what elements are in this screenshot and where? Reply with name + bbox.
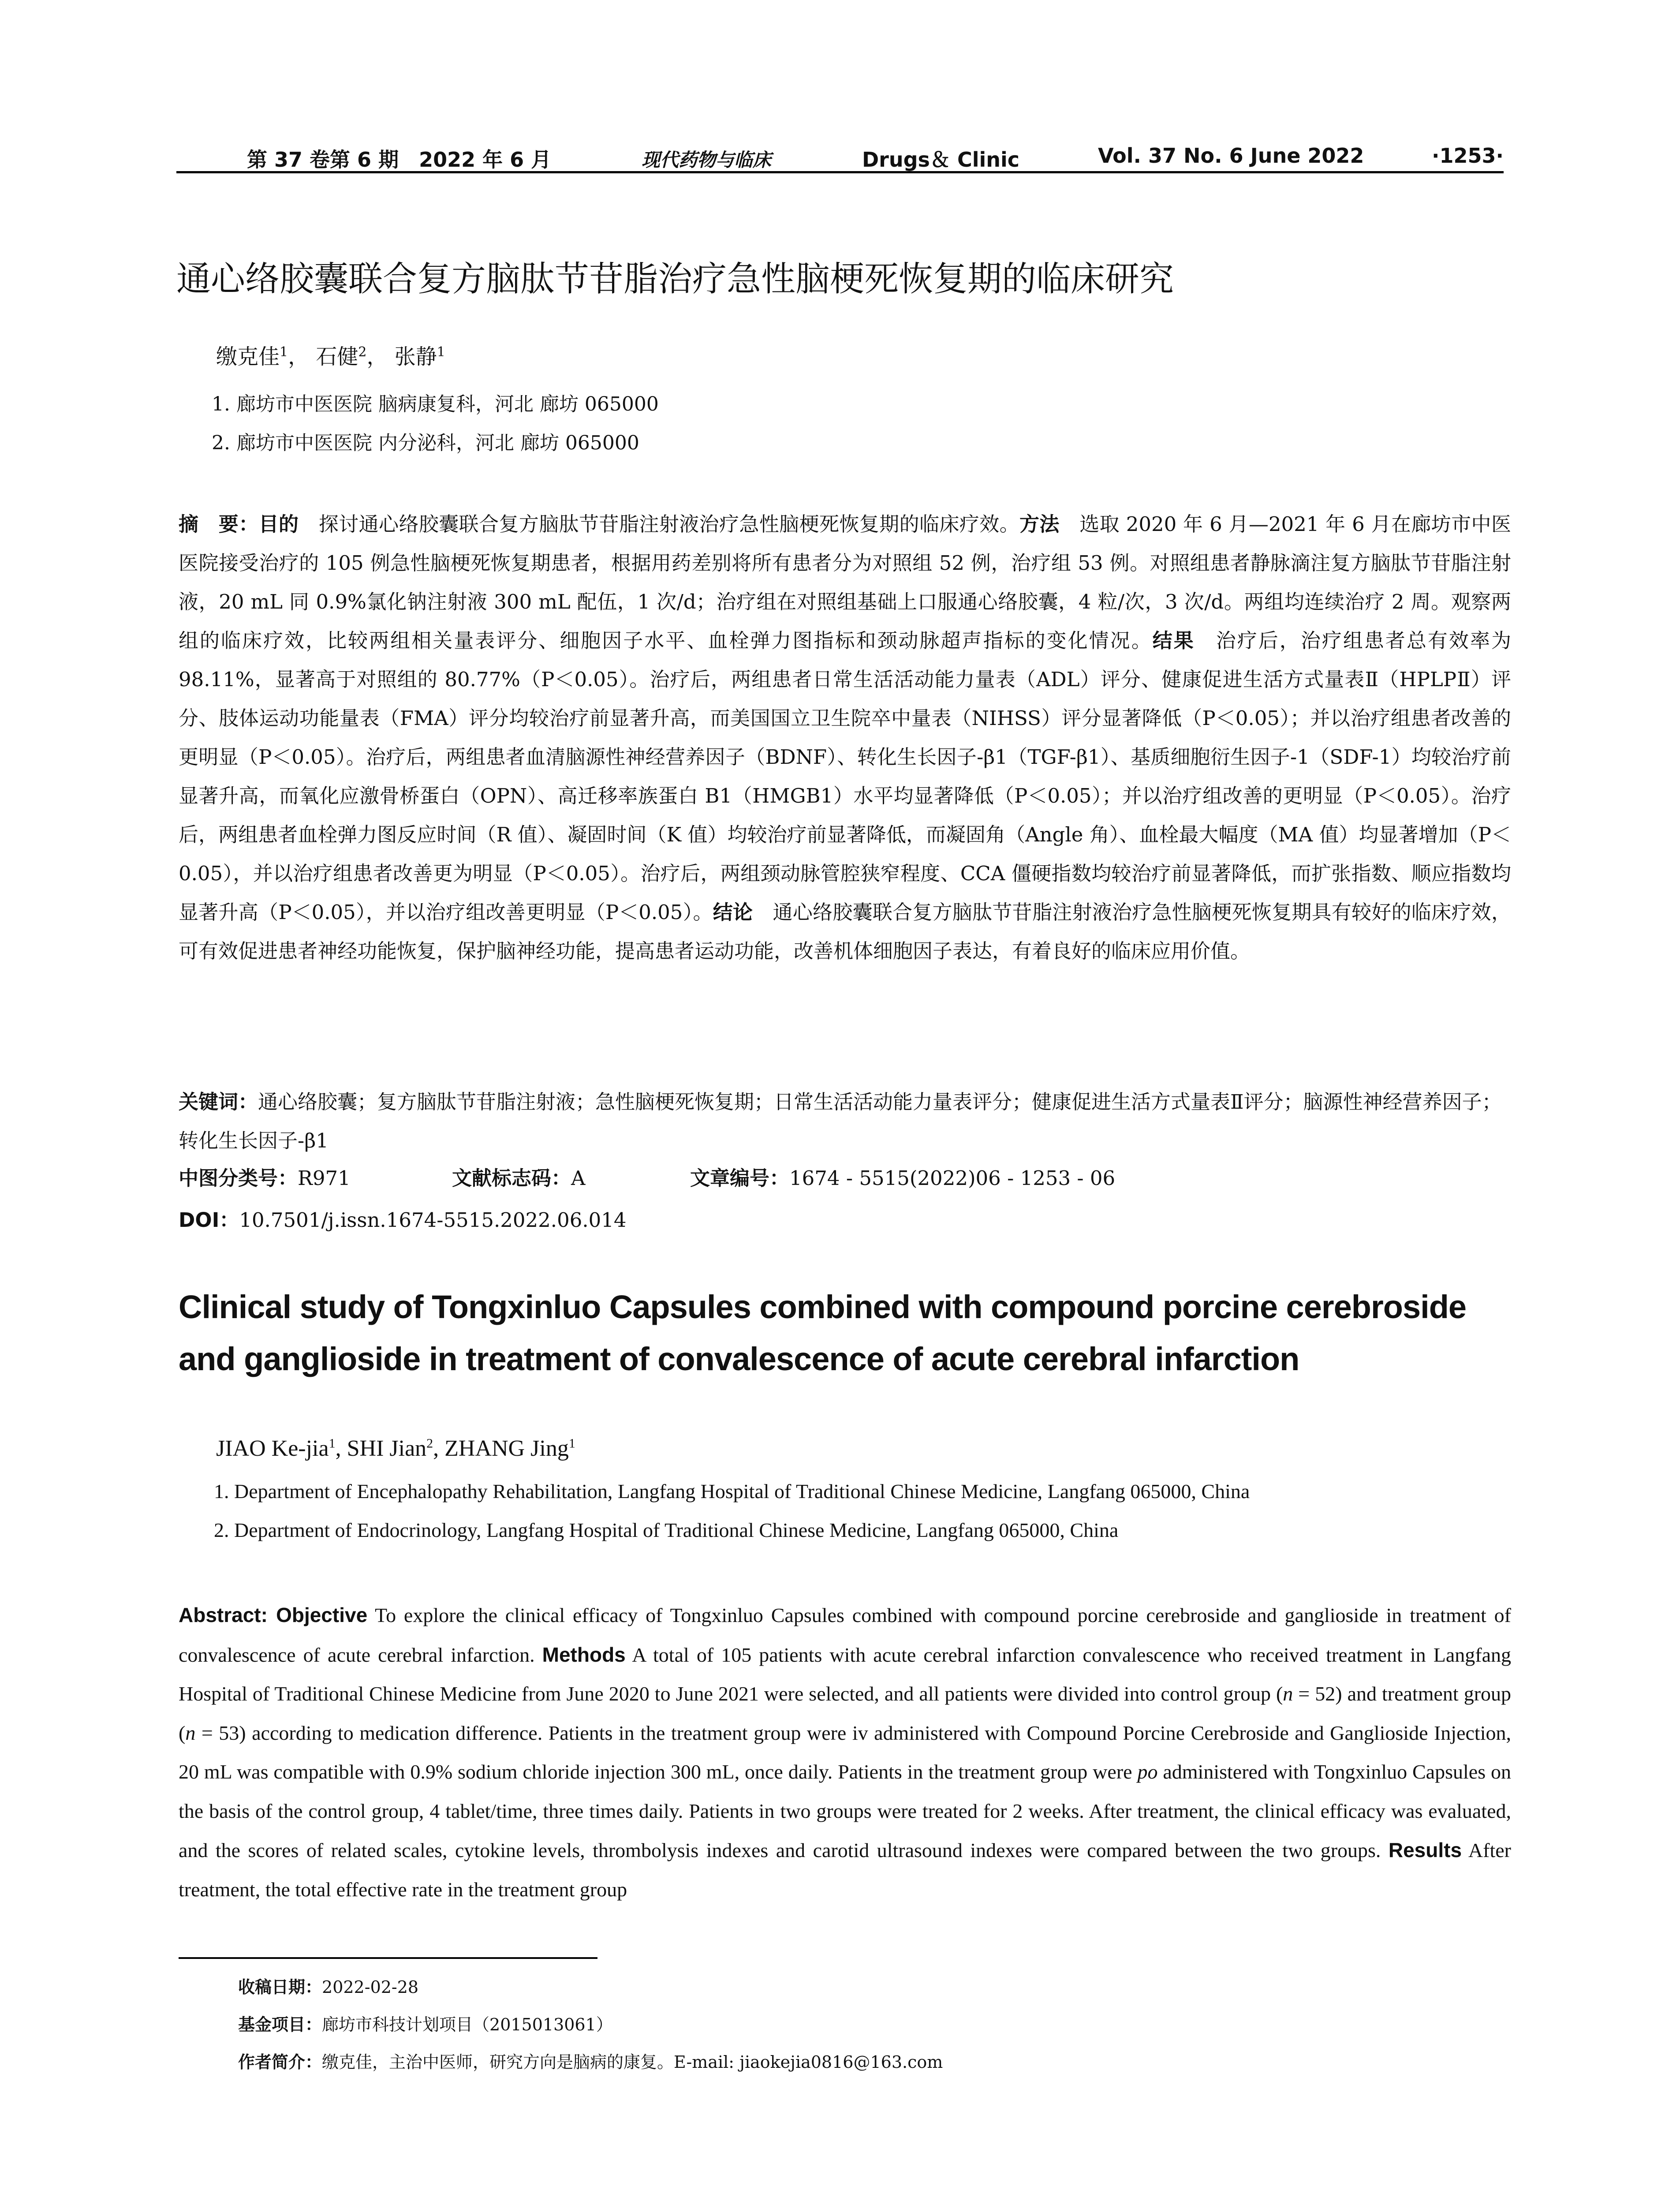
cn-classification xyxy=(179,1162,1115,1191)
en-po-term: po xyxy=(1137,1760,1158,1783)
cn-affiliation-2: 2. 廊坊市中医医院 内分泌科，河北 廊坊 065000 xyxy=(212,432,639,454)
en-abstract xyxy=(179,1596,1511,1909)
cn-keywords xyxy=(179,1083,1511,1160)
en-methods-text: = 53) according to medication difference. Patients in the treatment group were iv administered with Compound Porcine Cerebroside and Ganglioside Injection, 20 mL was compatible with 0.9% sodium chloride injection 300 mL, once daily. Patients in the treatment group were xyxy=(179,1721,1511,1783)
article-no-value: 1674 - 5515(2022)06 - 1253 - 06 xyxy=(789,1166,1116,1190)
cn-conclusion-label: 结论 xyxy=(713,901,753,924)
en-author-name: SHI Jian xyxy=(347,1436,427,1461)
cn-abstract xyxy=(179,505,1511,971)
header-volume-cn: 第 37 卷第 6 期 2022 年 6 月 xyxy=(247,148,552,172)
en-objective-text: To explore the clinical efficacy of Tongxinluo Capsules combined with compound porcine cerebroside and ganglioside in treatment of convalescence of acute cerebral infarction. xyxy=(179,1604,1511,1666)
cn-keywords-text: 通心络胶囊；复方脑肽节苷脂注射液；急性脑梗死恢复期；日常生活活动能力量表评分；健康促进生活方式量表Ⅱ评分；脑源性神经营养因子；转化生长因子-β1 xyxy=(179,1090,1502,1152)
header-journal-cn: 现代药物与临床 xyxy=(642,149,772,171)
cn-author-name: 缴克佳 xyxy=(216,344,280,369)
cn-abstract-label: 摘 要： xyxy=(179,512,259,536)
en-methods-label: Methods xyxy=(542,1643,626,1666)
en-authors: JIAO Ke-jia$^1$, SHI Jian$^2$, ZHANG Jing$^1$ xyxy=(216,1436,575,1461)
en-title: Clinical study of Tongxinluo Capsules combined with compound porcine cerebroside and ganglioside in treatment of convalescence of acute cerebral infarction xyxy=(179,1289,1467,1377)
en-affiliation-2: 2. Department of Endocrinology, Langfang Hospital of Traditional Chinese Medicine, Langfang 065000, China xyxy=(214,1519,1119,1541)
cn-affiliation-1: 1. 廊坊市中医医院 脑病康复科，河北 廊坊 065000 xyxy=(212,393,659,415)
en-methods-text: administered with Tongxinluo Capsules on the basis of the control group, 4 tablet/time, three times daily. Patients in two groups were treated for 2 weeks. After treatment, the clinical efficacy was evaluated, and the scores of related scales, cytokine levels, thrombolysis indexes and carotid ultrasound indexes were compared between the two groups. xyxy=(179,1760,1511,1861)
cn-methods-label: 方法 xyxy=(1019,512,1060,536)
en-author-aff: 1 xyxy=(329,1436,336,1451)
footnote-author-bio xyxy=(238,2048,943,2073)
en-abstract-label: Abstract: xyxy=(179,1603,276,1626)
clc-label: 中图分类号： xyxy=(179,1166,298,1190)
footnote-text: 廊坊市科技计划项目（2015013061） xyxy=(322,2015,613,2034)
doi-value: 10.7501/j.issn.1674-5515.2022.06.014 xyxy=(239,1208,627,1232)
en-results-text: After treatment, the total effective rate in the treatment group xyxy=(179,1839,1511,1901)
cn-authors: 缴克佳$^1$， 石健$^2$， 张静$^1$ xyxy=(216,344,445,369)
header-journal-en: Drugs＆ Clinic xyxy=(862,148,1020,172)
en-author-name: ZHANG Jing xyxy=(444,1436,569,1461)
footnote-received xyxy=(238,1973,418,1998)
cn-author-aff: 1 xyxy=(437,344,445,360)
doc-code-value: A xyxy=(571,1166,586,1190)
article-no-label: 文章编号： xyxy=(690,1166,790,1190)
cn-objective-text: 探讨通心络胶囊联合复方脑肽节苷脂注射液治疗急性脑梗死恢复期的临床疗效。 xyxy=(299,512,1020,536)
cn-methods-text: 选取 2020 年 6 月—2021 年 6 月在廊坊市中医医院接受治疗的 105 例急性脑梗死恢复期患者，根据用药差别将所有患者分为对照组 52 例，治疗组 53 例。对照组患者静脉滴注复方脑肽节苷脂注射液，20 mL 同 0.9%氯化钠注射液 300 mL 配伍，1 次/d；治疗组在对照组基础上口服通心络胶囊，4 粒/次，3 次/d。两组均连续治疗 2 周。观察两组的临床疗效，比较两组相关量表评分、细胞因子水平、血栓弹力图指标和颈动脉超声指标的变化情况。 xyxy=(179,512,1511,652)
en-author-name: JIAO Ke-jia xyxy=(216,1436,329,1461)
en-author-aff: 1 xyxy=(568,1436,575,1451)
doi-label: DOI： xyxy=(179,1208,239,1232)
en-author-aff: 2 xyxy=(426,1436,433,1451)
doc-code-label: 文献标志码： xyxy=(452,1166,571,1190)
en-methods-text: = 52) and treatment group ( xyxy=(179,1682,1512,1744)
cn-conclusion-text: 通心络胶囊联合复方脑肽节苷脂注射液治疗急性脑梗死恢复期具有较好的临床疗效，可有效促进患者神经功能恢复，保护脑神经功能，提高患者运动功能，改善机体细胞因子表达，有着良好的临床应用价值。 xyxy=(179,901,1511,963)
header-page-number: ·1253· xyxy=(1432,144,1504,168)
en-n-symbol: n xyxy=(185,1721,196,1744)
en-affiliation-1: 1. Department of Encephalopathy Rehabilitation, Langfang Hospital of Traditional Chinese Medicine, Langfang 065000, China xyxy=(214,1480,1250,1502)
footnote-text: 2022-02-28 xyxy=(322,1977,419,1997)
header-volume-en: Vol. 37 No. 6 June 2022 xyxy=(1098,144,1364,168)
doi xyxy=(179,1204,627,1233)
en-n-symbol: n xyxy=(1283,1682,1293,1705)
cn-author-name: 张静 xyxy=(394,344,437,369)
footnote-text: 缴克佳，主治中医师，研究方向是脑病的康复。E-mail: jiaokejia0816@163.com xyxy=(322,2052,943,2072)
footnote-funding xyxy=(238,2011,613,2035)
cn-author-aff: 2 xyxy=(358,344,367,360)
en-results-label: Results xyxy=(1388,1839,1462,1861)
clc-value: R971 xyxy=(298,1166,351,1190)
en-methods-text: A total of 105 patients with acute cerebral infarction convalescence who received treatment in Langfang Hospital of Traditional Chinese Medicine from June 2020 to June 2021 were selected, and all patients were divided into control group ( xyxy=(179,1643,1511,1705)
cn-results-text: 治疗后，治疗组患者总有效率为 98.11%，显著高于对照组的 80.77%（P＜0.05）。治疗后，两组患者日常生活活动能力量表（ADL）评分、健康促进生活方式量表Ⅱ（HPLPⅡ）评分、肢体运动功能量表（FMA）评分均较治疗前显著升高，而美国国立卫生院卒中量表（NIHSS）评分显著降低（P＜0.05）；并以治疗组患者改善的更明显（P＜0.05）。治疗后，两组患者血清脑源性神经营养因子（BDNF）、转化生长因子-β1（TGF-β1）、基质细胞衍生因子-1（SDF-1）均较治疗前显著升高，而氧化应激骨桥蛋白（OPN）、高迁移率族蛋白 B1（HMGB1）水平均显著降低（P＜0.05）；并以治疗组改善的更明显（P＜0.05）。治疗后，两组患者血栓弹力图反应时间（R 值）、凝固时间（K 值）均较治疗前显著降低，而凝固角（Angle 角）、血栓最大幅度（MA 值）均显著增加（P＜0.05），并以治疗组患者改善更为明显（P＜0.05）。治疗后，两组颈动脉管腔狭窄程度、CCA 僵硬指数均较治疗前显著降低，而扩张指数、顺应指数均显著升高（P＜0.05），并以治疗组改善更明显（P＜0.05）。 xyxy=(179,629,1511,924)
cn-author-name: 石健 xyxy=(316,344,358,369)
cn-keywords-label: 关键词： xyxy=(179,1090,258,1114)
cn-author-aff: 1 xyxy=(280,344,288,360)
en-objective-label: Objective xyxy=(276,1603,368,1626)
cn-results-label: 结果 xyxy=(1152,629,1195,652)
cn-objective-label: 目的 xyxy=(258,512,299,536)
footnote-divider xyxy=(179,1957,597,1959)
footnote-label: 收稿日期： xyxy=(238,1977,322,1997)
footnote-label: 基金项目： xyxy=(238,2015,322,2034)
footnote-label: 作者简介： xyxy=(238,2052,322,2072)
cn-title: 通心络胶囊联合复方脑肽节苷脂治疗急性脑梗死恢复期的临床研究 xyxy=(176,259,1174,299)
running-header xyxy=(176,140,1504,173)
